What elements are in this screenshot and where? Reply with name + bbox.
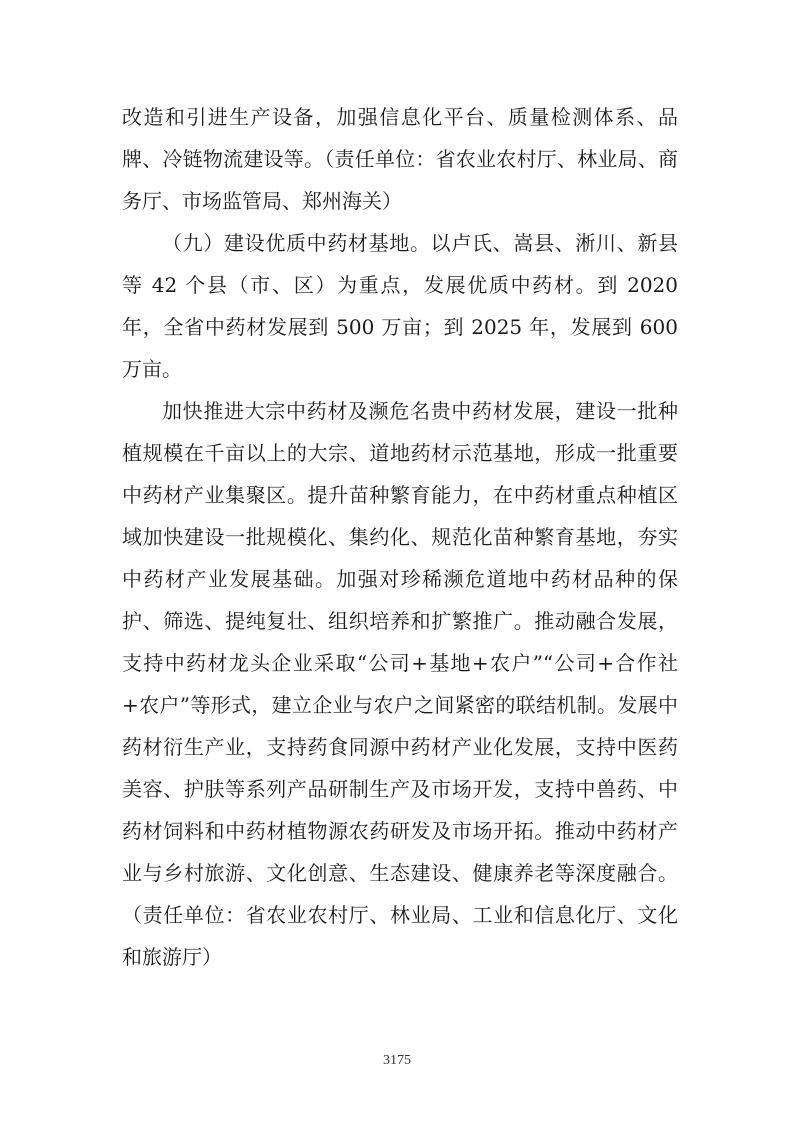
paragraph-section-nine: （九）建设优质中药材基地。以卢氏、嵩县、淅川、新县等 42 个县（市、区）为重点，发展优质中药材。到 2020 年，全省中药材发展到 500 万亩；到 2025 年，发展到 600 万亩。 bbox=[122, 231, 678, 381]
paragraph-details: 加快推进大宗中药材及濒危名贵中药材发展，建设一批种植规模在千亩以上的大宗、道地药材示范基地，形成一批重要中药材产业集聚区。提升苗种繁育能力，在中药材重点种植区域加快建设一批规模化、集约化、规范化苗种繁育基地，夯实中药材产业发展基础。加强对珍稀濒危道地中药材品种的保护、筛选、提纯复壮、组织培养和扩繁推广。推动融合发展，支持中药材龙头企业采取“公司+基地+农户”“公司+合作社+农户”等形式，建立企业与农户之间紧密的联结机制。发展中药材衍生产业，支持药食同源中药材产业化发展，支持中医药美容、护肤等系列产品研制生产及市场开发，支持中兽药、中药材饲料和中药材植物源农药研发及市场开拓。推动中药材产业与乡村旅游、文化创意、生态建设、健康养老等深度融合。（责任单位：省农业农村厅、林业局、工业和信息化厅、文化和旅游厅） bbox=[122, 399, 678, 969]
document-body bbox=[122, 96, 678, 978]
paragraph-continuation: 改造和引进生产设备，加强信息化平台、质量检测体系、品牌、冷链物流建设等。（责任单位：省农业农村厅、林业局、商务厅、市场监管局、郑州海关） bbox=[122, 105, 678, 213]
page-number: 3175 bbox=[383, 1053, 411, 1068]
